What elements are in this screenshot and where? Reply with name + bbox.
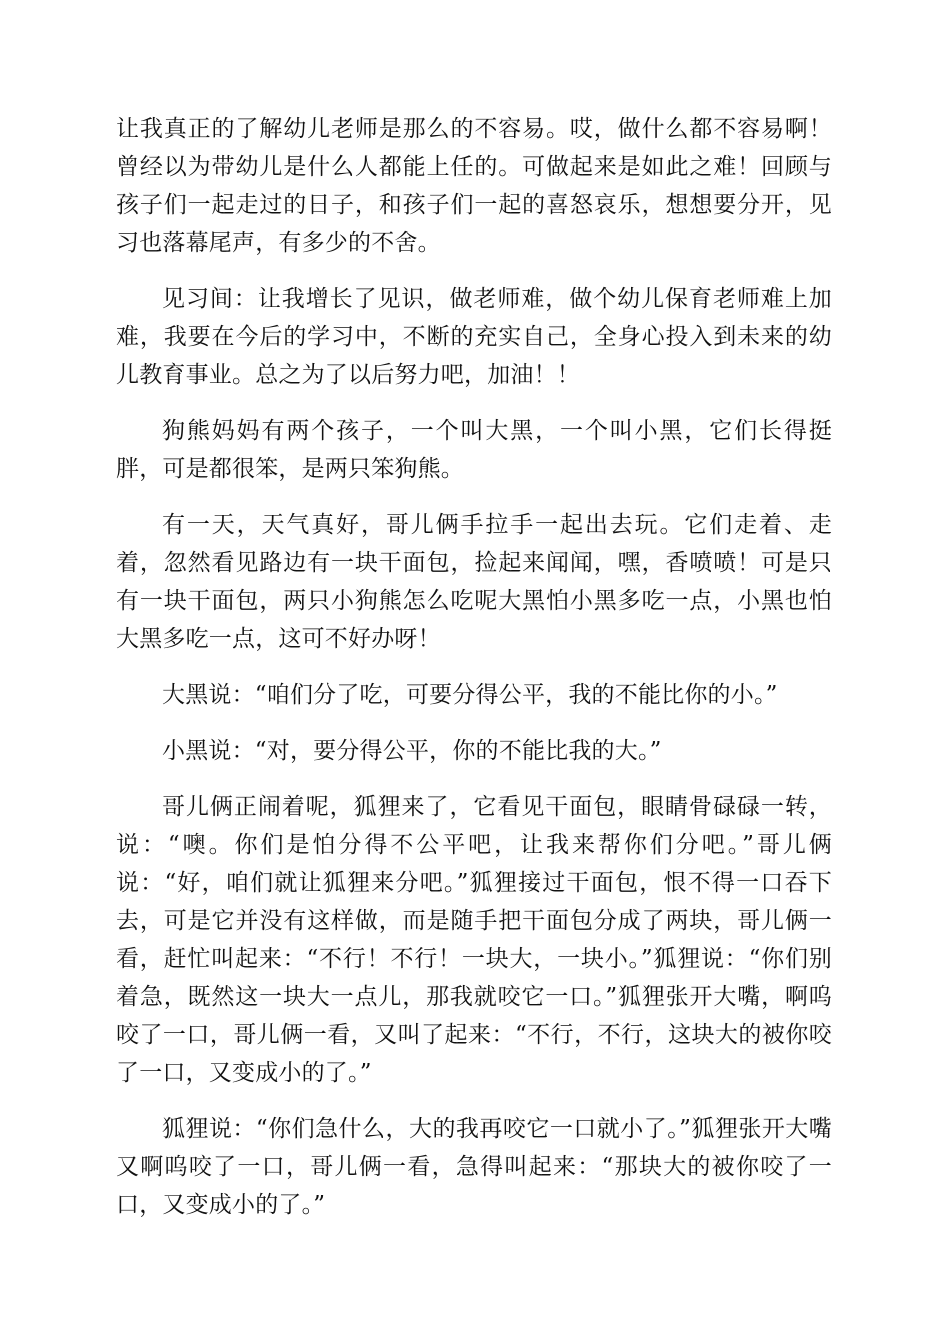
- paragraph-3: 狗熊妈妈有两个孩子，一个叫大黑，一个叫小黑，它们长得挺胖，可是都很笨，是两只笨狗熊。: [116, 418, 832, 482]
- body-text: [116, 110, 832, 1242]
- paragraph-4: 有一天，天气真好，哥儿俩手拉手一起出去玩。它们走着、走着，忽然看见路边有一块干面包，捡起来闻闻，嘿，香喷喷！可是只有一块干面包，两只小狗熊怎么吃呢大黑怕小黑多吃一点，小黑也怕大黑多吃一点，这可不好办呀！: [116, 512, 832, 652]
- paragraph-6: 小黑说：“对，要分得公平，你的不能比我的大。”: [162, 738, 662, 764]
- paragraph-1: 让我真正的了解幼儿老师是那么的不容易。哎，做什么都不容易啊！曾经以为带幼儿是什么人都能上任的。可做起来是如此之难！回顾与孩子们一起走过的日子，和孩子们一起的喜怒哀乐，想想要分开，见习也落幕尾声，有多少的不舍。: [116, 116, 832, 256]
- paragraph-7: 哥儿俩正闹着呢，狐狸来了，它看见干面包，眼睛骨碌碌一转，说：“噢。你们是怕分得不公平吧，让我来帮你们分吧。”哥儿俩说：“好，咱们就让狐狸来分吧。”狐狸接过干面包，恨不得一口吞下去，可是它并没有这样做，而是随手把干面包分成了两块，哥儿俩一看，赶忙叫起来：“不行！不行！一块大，一块小。”狐狸说：“你们别着急，既然这一块大一点儿，那我就咬它一口。”狐狸张开大嘴，啊呜咬了一口，哥儿俩一看，又叫了起来：“不行，不行，这块大的被你咬了一口，又变成小的了。”: [116, 794, 832, 1086]
- paragraph-2: 见习间：让我增长了见识，做老师难，做个幼儿保育老师难上加难，我要在今后的学习中，不断的充实自己，全身心投入到未来的幼儿教育事业。总之为了以后努力吧，加油！！: [116, 286, 832, 388]
- paragraph-8: 狐狸说：“你们急什么，大的我再咬它一口就小了。”狐狸张开大嘴又啊呜咬了一口，哥儿俩一看，急得叫起来：“那块大的被你咬了一口，又变成小的了。”: [116, 1116, 832, 1218]
- paragraph-5: 大黑说：“咱们分了吃，可要分得公平，我的不能比你的小。”: [162, 682, 778, 708]
